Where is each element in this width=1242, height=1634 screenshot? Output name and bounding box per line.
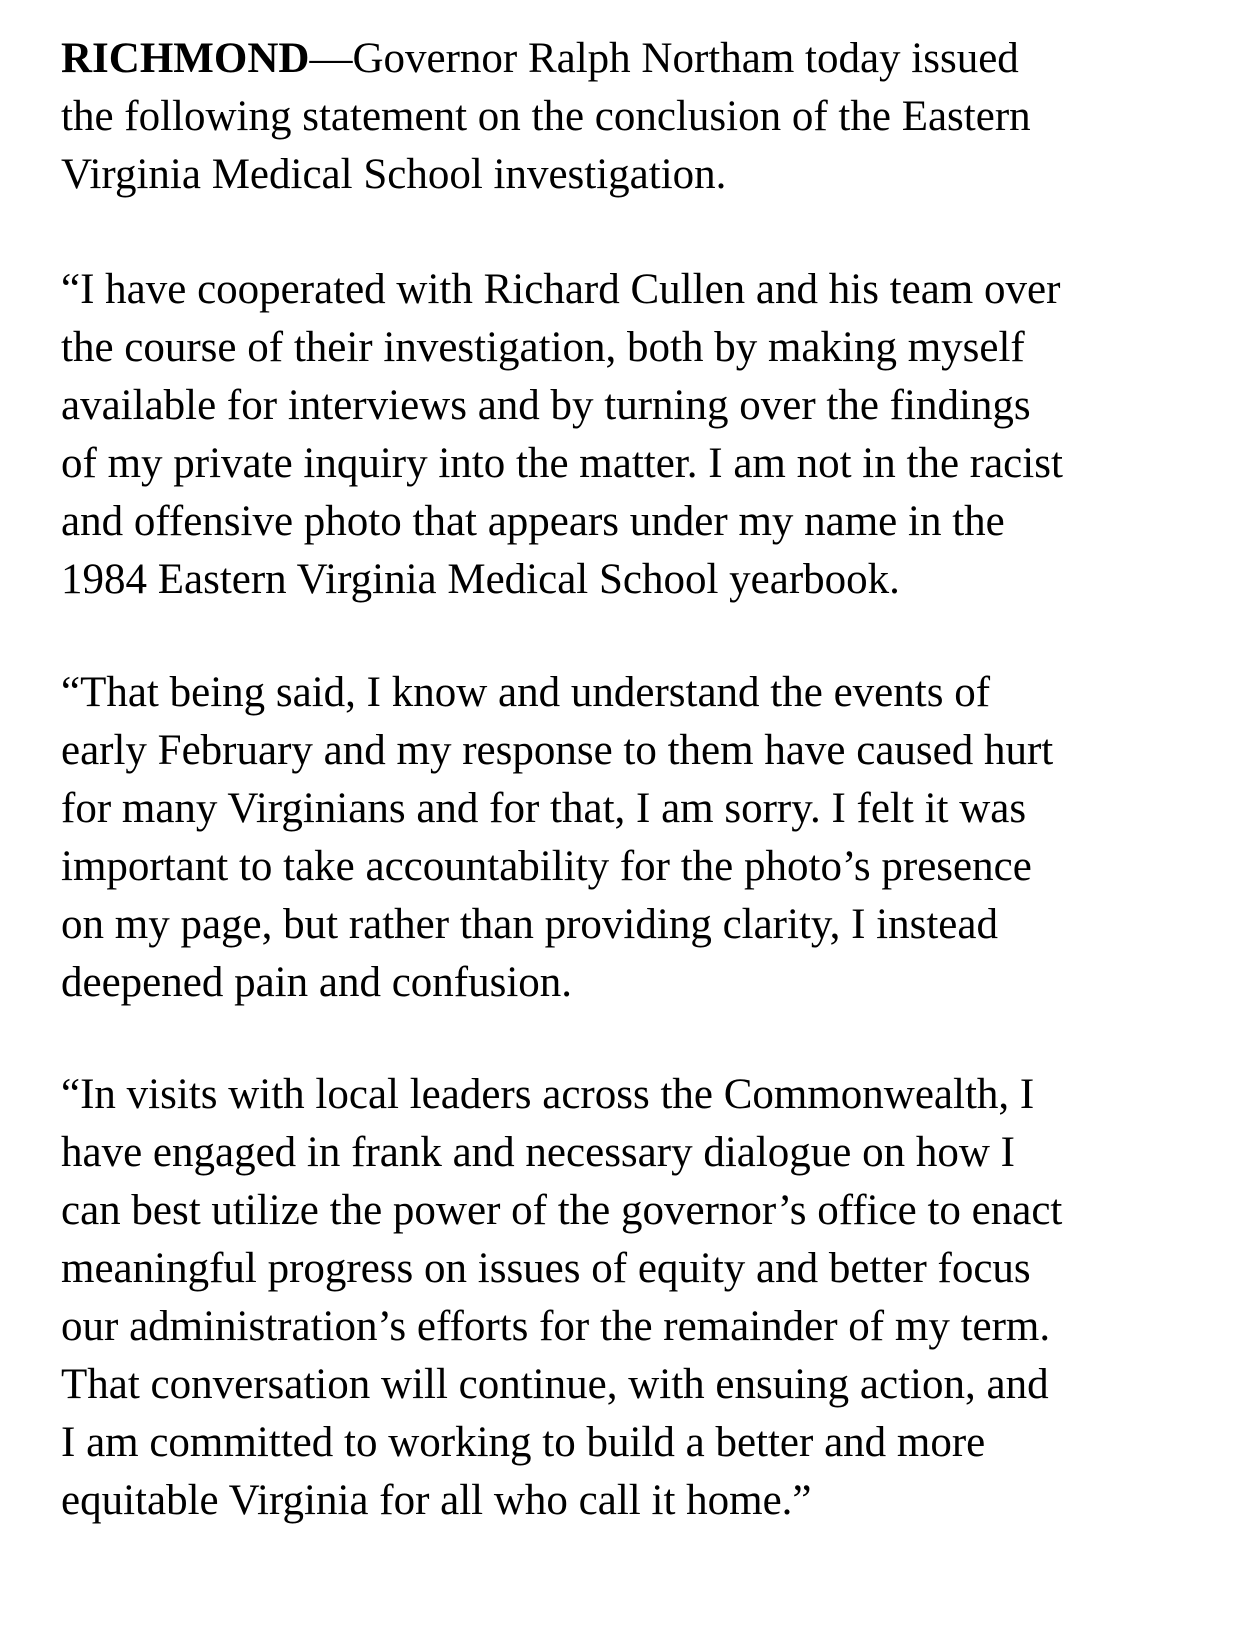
paragraph-line: can best utilize the power of the governor’s office to enact [61,1187,1063,1234]
statement-paragraph-1 [61,261,1221,609]
intro-line-1 [61,30,1221,88]
paragraph-line: early February and my response to them have caused hurt [61,727,1054,774]
intro-line-2: the following statement on the conclusion of the Eastern [61,93,1031,140]
paragraph-line: our administration’s efforts for the remainder of my term. [61,1303,1051,1350]
paragraph-line: important to take accountability for the photo’s presence [61,843,1032,890]
paragraph-line: deepened pain and confusion. [61,959,573,1006]
paragraph-line: “I have cooperated with Richard Cullen and his team over [61,266,1061,313]
paragraph-line: and offensive photo that appears under my name in the [61,498,1005,545]
paragraph-line: for many Virginians and for that, I am sorry. I felt it was [61,785,1027,832]
paragraph-line: equitable Virginia for all who call it home.” [61,1477,812,1524]
paragraph-line: on my page, but rather than providing clarity, I instead [61,901,998,948]
paragraph-line: 1984 Eastern Virginia Medical School yearbook. [61,556,900,603]
statement-paragraph-3 [61,1066,1221,1530]
paragraph-line: “In visits with local leaders across the Commonwealth, I [61,1071,1035,1118]
paragraph-line: I am committed to working to build a better and more [61,1419,986,1466]
paragraph-line: the course of their investigation, both by making myself [61,324,1025,371]
statement-paragraph-2 [61,664,1221,1012]
dateline: RICHMOND [61,35,310,82]
paragraph-line: of my private inquiry into the matter. I am not in the racist [61,440,1063,487]
intro-paragraph [61,30,1221,204]
dateline-dash: — [309,35,353,82]
intro-text: Governor Ralph Northam today issued [352,35,1019,82]
paragraph-line: That conversation will continue, with ensuing action, and [61,1361,1049,1408]
intro-line-3: Virginia Medical School investigation. [61,151,727,198]
paragraph-line: meaningful progress on issues of equity and better focus [61,1245,1031,1292]
paragraph-line: available for interviews and by turning over the findings [61,382,1031,429]
paragraph-line: “That being said, I know and understand the events of [61,669,991,716]
paragraph-line: have engaged in frank and necessary dialogue on how I [61,1129,1015,1176]
